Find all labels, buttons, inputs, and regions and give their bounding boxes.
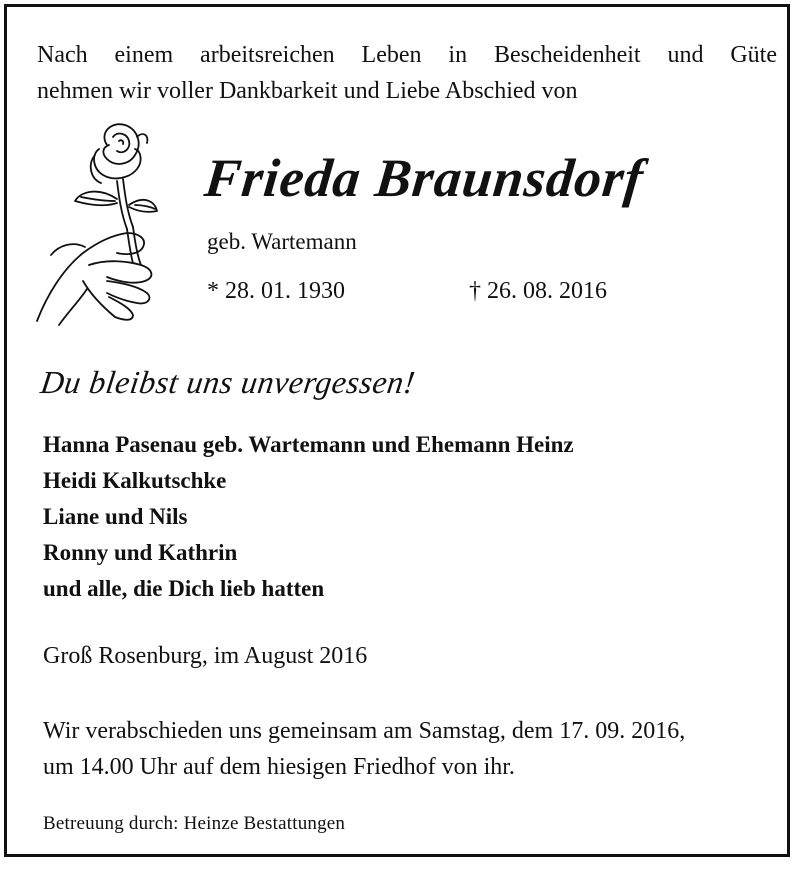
service-line-2: um 14.00 Uhr auf dem hiesigen Friedhof von ihr.: [43, 754, 515, 780]
rose-in-hand-icon: [29, 115, 179, 327]
maiden-name: geb. Wartemann: [207, 229, 357, 254]
motto: Du bleibst uns unvergessen!: [38, 364, 418, 400]
service-info: [43, 713, 783, 785]
mourner-line: und alle, die Dich lieb hatten: [43, 576, 325, 601]
birth-date: * 28. 01. 1930: [207, 278, 345, 304]
place-date: Groß Rosenburg, im August 2016: [43, 643, 368, 669]
service-line-1: Wir verabschieden uns gemeinsam am Samstag, dem 17. 09. 2016,: [43, 718, 686, 744]
mourner-line: Heidi Kalkutschke: [43, 468, 227, 493]
mourners-list: [43, 427, 574, 607]
mourner-line: Liane und Nils: [43, 504, 188, 529]
funeral-home-credit: Betreuung durch: Heinze Bestattungen: [43, 813, 346, 834]
obituary-frame: [4, 4, 790, 857]
deceased-name: Frieda Braunsdorf: [201, 148, 647, 208]
intro-line-2: nehmen wir voller Dankbarkeit und Liebe Abschied von: [37, 78, 578, 104]
mourner-line: Hanna Pasenau geb. Wartemann und Ehemann Heinz: [43, 432, 574, 457]
death-date: † 26. 08. 2016: [469, 278, 607, 304]
mourner-line: Ronny und Kathrin: [43, 540, 238, 565]
intro-line-1: Nach einem arbeitsreichen Leben in Bescheidenheit und Güte: [37, 42, 777, 68]
intro-text: [37, 37, 777, 109]
